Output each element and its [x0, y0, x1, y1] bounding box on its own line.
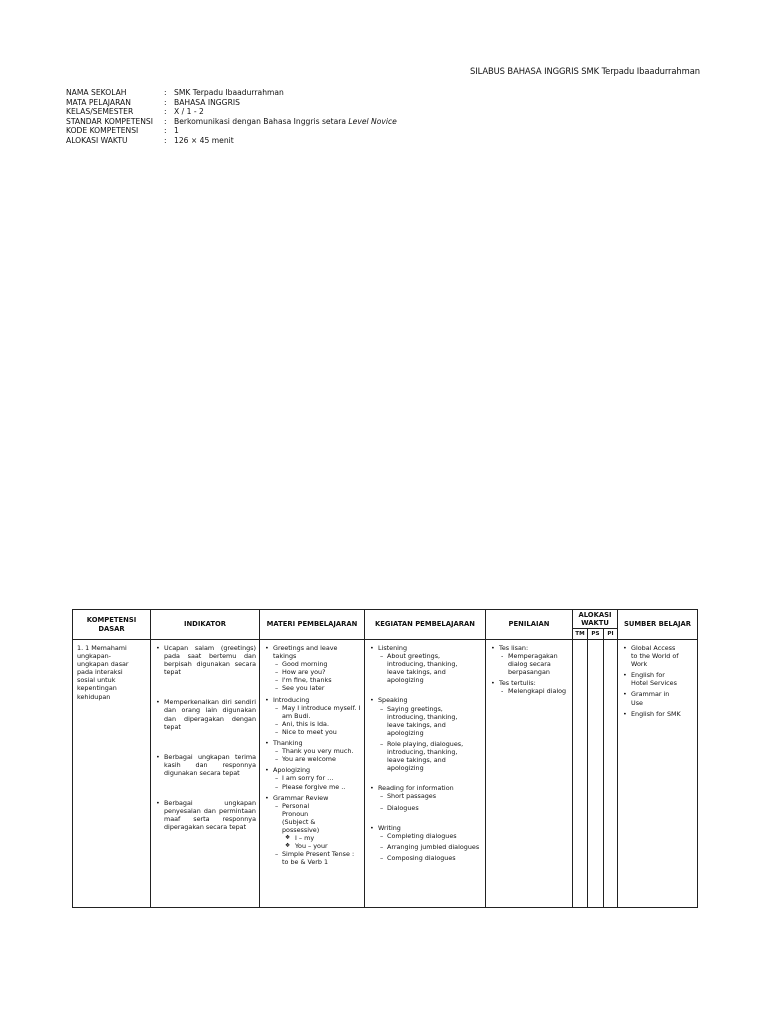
materi-topic: Apologizing — [273, 766, 311, 775]
indikator-item: • Berbagai ungkapan penyesalan dan permintaan maaf serta responnya diperagakan secara tepat — [155, 799, 256, 831]
meta-value: 126 × 45 menit — [174, 135, 234, 145]
kegiatan-subitem: – Saying greetings, introducing, thanking, leave takings, and apologizing — [380, 705, 482, 737]
materi-subitem: – Good morning — [275, 660, 361, 668]
cell-kegiatan — [365, 640, 486, 908]
kegiatan-item — [369, 784, 482, 811]
meta-value: BAHASA INGGRIS — [174, 97, 240, 107]
header-materi-pembelajaran: MATERI PEMBELAJARAN — [260, 610, 365, 640]
meta-row — [66, 98, 397, 108]
kegiatan-list — [369, 644, 482, 862]
meta-row — [66, 136, 397, 146]
materi-item — [264, 766, 361, 790]
materi-topic: Greetings and leave takings — [273, 644, 338, 661]
header-penilaian: PENILAIAN — [486, 610, 573, 640]
materi-subitem: – Thank you very much. — [275, 747, 361, 755]
header-tm: TM — [573, 629, 588, 640]
materi-item — [264, 696, 361, 736]
materi-item — [264, 794, 361, 867]
indikator-item: • Berbagai ungkapan terima kasih dan responnya digunakan secara tepat — [155, 753, 256, 777]
meta-value — [174, 117, 397, 127]
materi-subitem: – How are you? — [275, 668, 361, 676]
materi-topic: Introducing — [273, 695, 310, 704]
sumber-item: • English for SMK — [622, 710, 683, 718]
cell-kompetensi-dasar — [73, 640, 151, 908]
meta-colon: : — [164, 135, 167, 145]
meta-label: KELAS/SEMESTER — [66, 107, 134, 117]
header-pi: PI — [604, 629, 618, 640]
sumber-list — [622, 644, 683, 718]
cell-ps — [588, 640, 604, 908]
cell-tm — [573, 640, 588, 908]
penilaian-subitem: - Memperagakan dialog secara berpasangan — [501, 652, 569, 676]
kegiatan-subitem: – Short passages — [380, 792, 482, 800]
meta-value: SMK Terpadu Ibaadurrahman — [174, 88, 284, 97]
materi-subitem: – See you later — [275, 684, 361, 692]
indikator-item: • Ucapan salam (greetings) pada saat bertemu dan berpisah digunakan secara tepat — [155, 644, 256, 676]
meta-label: ALOKASI WAKTU — [66, 135, 128, 145]
materi-topic: Thanking — [273, 739, 303, 748]
kegiatan-subitem: – Dialogues — [380, 804, 482, 812]
syllabus-table — [72, 609, 698, 908]
kegiatan-subitem: – Composing dialogues — [380, 854, 482, 862]
cell-penilaian — [486, 640, 573, 908]
meta-label: STANDAR KOMPETENSI — [66, 116, 153, 126]
meta-colon: : — [164, 107, 167, 117]
header-kompetensi-dasar: KOMPETENSI DASAR — [73, 610, 151, 640]
kegiatan-subitem: – Arranging jumbled dialogues — [380, 843, 482, 851]
kegiatan-topic: Writing — [378, 823, 401, 832]
materi-topic: Grammar Review — [273, 793, 329, 802]
materi-subitem-text: – Personal Pronoun (Subject & possessive) — [282, 801, 320, 834]
kegiatan-topic: Speaking — [378, 696, 408, 705]
meta-row — [66, 107, 397, 117]
pronoun-item: ❖ I – my — [285, 834, 361, 842]
kegiatan-subitem: – Role playing, dialogues, introducing, thanking, leave takings, and apologizing — [380, 740, 482, 772]
sumber-item: • English for Hotel Services — [622, 671, 683, 687]
meta-label: MATA PELAJARAN — [66, 97, 131, 107]
page-header-title: SILABUS BAHASA INGGRIS SMK Terpadu Ibaadurrahman — [470, 66, 700, 76]
kegiatan-subitem: – Completing dialogues — [380, 832, 482, 840]
meta-label: NAMA SEKOLAH — [66, 88, 127, 97]
penilaian-topic: Tes tertulis: — [499, 679, 536, 688]
materi-item — [264, 739, 361, 763]
materi-subitem: – Simple Present Tense : to be & Verb 1 — [275, 850, 361, 866]
meta-value-italic: Level Novice — [348, 116, 397, 126]
cell-indikator — [151, 640, 260, 908]
meta-colon: : — [164, 116, 167, 126]
kegiatan-topic: Listening — [378, 644, 408, 652]
materi-subitem: – May I introduce myself. I am Budi. — [275, 704, 361, 720]
cell-materi — [260, 640, 365, 908]
kegiatan-topic: Reading for information — [378, 784, 454, 793]
materi-subitem: – Ani, this is Ida. — [275, 720, 361, 728]
header-kegiatan-pembelajaran: KEGIATAN PEMBELAJARAN — [365, 610, 486, 640]
penilaian-item — [490, 644, 569, 676]
penilaian-item — [490, 679, 569, 695]
header-sumber-belajar: SUMBER BELAJAR — [618, 610, 698, 640]
cell-pi — [604, 640, 618, 908]
cell-sumber — [618, 640, 698, 908]
materi-subitem — [275, 802, 361, 851]
materi-subitem: – You are welcome — [275, 755, 361, 763]
header-indikator: INDIKATOR — [151, 610, 260, 640]
kegiatan-item — [369, 696, 482, 772]
materi-subitem: – I am sorry for … — [275, 774, 361, 782]
kegiatan-item — [369, 824, 482, 862]
syllabus-meta — [66, 88, 397, 146]
penilaian-topic: Tes lisan: — [499, 644, 529, 652]
meta-colon: : — [164, 126, 167, 136]
sumber-item: • Global Access to the World of Work — [622, 644, 683, 668]
meta-row — [66, 126, 397, 136]
meta-row — [66, 88, 397, 98]
sumber-item: • Grammar in Use — [622, 690, 683, 706]
materi-subitem: – Nice to meet you — [275, 728, 361, 736]
header-ps: PS — [588, 629, 604, 640]
indikator-list — [155, 644, 256, 831]
materi-subitem: – I'm fine, thanks — [275, 676, 361, 684]
meta-colon: : — [164, 88, 167, 97]
meta-label: KODE KOMPETENSI — [66, 126, 139, 136]
meta-value: X / 1 - 2 — [174, 107, 204, 117]
meta-colon: : — [164, 97, 167, 107]
meta-row — [66, 117, 397, 127]
materi-list — [264, 644, 361, 866]
penilaian-subitem: - Melengkapi dialog — [501, 687, 569, 695]
materi-subitem: – Please forgive me .. — [275, 783, 361, 791]
kegiatan-item — [369, 644, 482, 684]
kegiatan-subitem: – About greetings, introducing, thanking, leave takings, and apologizing — [380, 652, 482, 684]
kompetensi-text: 1. 1 Memahami ungkapan-ungkapan dasar pada interaksi sosial untuk kepentingan kehidupan — [77, 644, 129, 701]
meta-value: 1 — [174, 126, 179, 136]
header-alokasi-waktu: ALOKASI WAKTU — [573, 610, 618, 629]
indikator-item: • Memperkenalkan diri sendiri dan orang lain digunakan dan diperagakan dengan tepat — [155, 698, 256, 730]
materi-item — [264, 644, 361, 693]
penilaian-list — [490, 644, 569, 696]
meta-value-text: Berkomunikasi dengan Bahasa Inggris setara — [174, 116, 346, 126]
pronoun-item: ❖ You – your — [285, 842, 361, 850]
